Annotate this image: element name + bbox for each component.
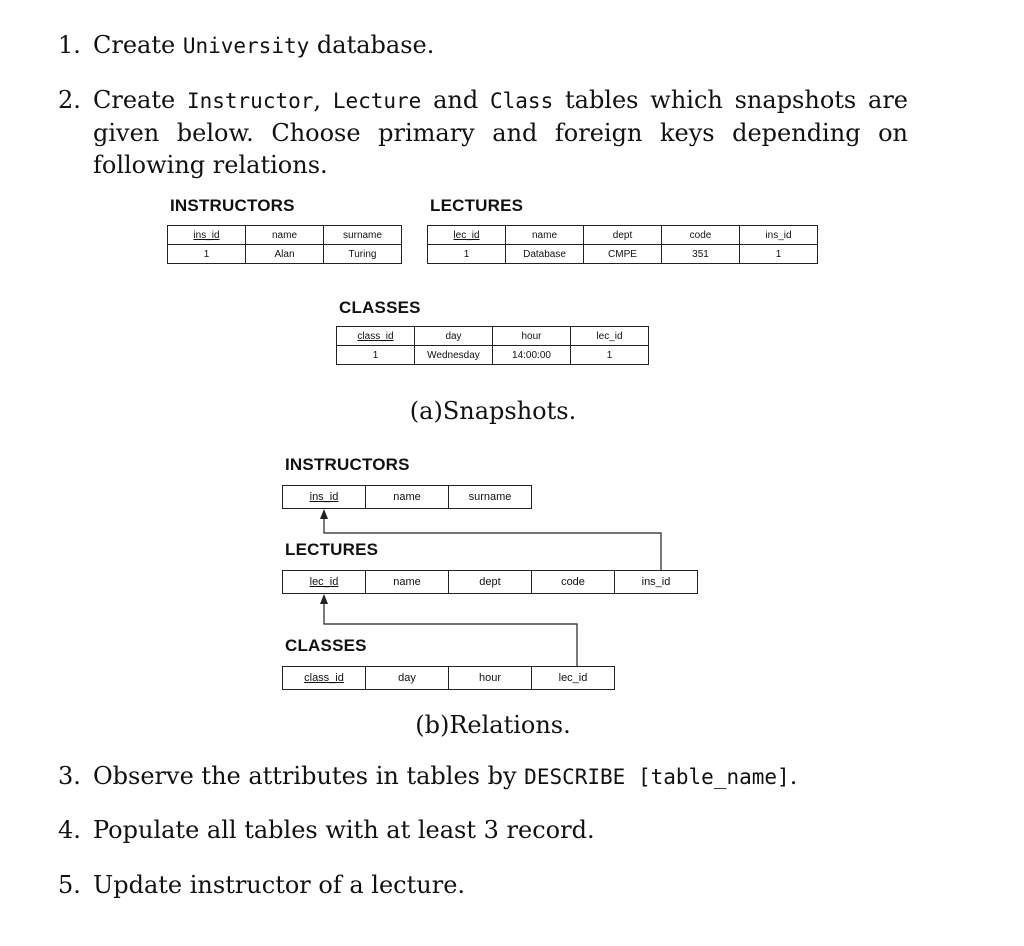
item-number: 2. xyxy=(58,86,81,114)
item-text: Populate all tables with at least 3 record. xyxy=(93,816,595,844)
item-number: 3. xyxy=(58,762,81,790)
table-header-cell: ins_id xyxy=(168,226,246,245)
rel-lectures-title: LECTURES xyxy=(285,540,379,559)
item-number: 1. xyxy=(58,31,81,59)
code-class: Class xyxy=(490,89,554,113)
rel-instructors-title: INSTRUCTORS xyxy=(285,455,410,474)
table-cell: 1 xyxy=(571,346,649,365)
table-cell: Wednesday xyxy=(415,346,493,365)
item-text: Update instructor of a lecture. xyxy=(93,871,466,899)
table-cell: 351 xyxy=(662,245,740,264)
snapshots-caption: (a)Snapshots. xyxy=(409,397,577,425)
rel-classes-title: CLASSES xyxy=(285,636,367,655)
table-cell: 14:00:00 xyxy=(493,346,571,365)
item-text: Create University database. xyxy=(93,31,435,59)
table-cell: 1 xyxy=(740,245,818,264)
table-cell: 1 xyxy=(337,346,415,365)
snap-instructors-title: INSTRUCTORS xyxy=(170,196,295,215)
table-header-cell: lec_id xyxy=(571,327,649,346)
table-header-cell: day xyxy=(415,327,493,346)
table-header-cell: name xyxy=(506,226,584,245)
fk-lec-id-connector xyxy=(324,598,577,666)
fk-lec-id-arrow xyxy=(320,594,328,604)
table-cell: 1 xyxy=(428,245,506,264)
table-header-cell: lec_id xyxy=(428,226,506,245)
table-header-cell: name xyxy=(246,226,324,245)
table-header-cell: ins_id xyxy=(283,486,366,509)
table-header-cell: name xyxy=(366,571,449,594)
table-cell: 1 xyxy=(168,245,246,264)
fk-ins-id-arrow xyxy=(320,509,328,519)
table-header-cell: surname xyxy=(324,226,402,245)
table-header-cell: dept xyxy=(584,226,662,245)
code-university: University xyxy=(182,34,310,58)
table-header-cell: lec_id xyxy=(532,667,615,690)
table-header-cell: dept xyxy=(449,571,532,594)
relations-caption: (b)Relations. xyxy=(415,711,571,739)
code-instructor: Instructor xyxy=(186,89,314,113)
table-header-cell: class_id xyxy=(283,667,366,690)
list-item-5 xyxy=(58,869,908,901)
table-header-cell: hour xyxy=(449,667,532,690)
table-cell: Database xyxy=(506,245,584,264)
code-lecture: Lecture xyxy=(332,89,422,113)
snap-classes-title: CLASSES xyxy=(339,298,421,317)
table-header-cell: day xyxy=(366,667,449,690)
list-item-4 xyxy=(58,814,908,846)
code-describe: DESCRIBE [table_name] xyxy=(524,765,790,789)
list-item-3 xyxy=(58,760,908,793)
table-header-cell: surname xyxy=(449,486,532,509)
table-header-cell: lec_id xyxy=(283,571,366,594)
table-header-cell: hour xyxy=(493,327,571,346)
item-text: Create Instructor, Lecture and Class tables which snapshots are given below. Choose primary and foreign keys depending on following relations. xyxy=(93,86,908,179)
snap-lectures-title: LECTURES xyxy=(430,196,524,215)
table-header-cell: code xyxy=(532,571,615,594)
table-header-cell: ins_id xyxy=(740,226,818,245)
table-header-cell: ins_id xyxy=(615,571,698,594)
item-number: 4. xyxy=(58,816,81,844)
table-header-cell: name xyxy=(366,486,449,509)
item-number: 5. xyxy=(58,871,81,899)
fk-ins-id-connector xyxy=(324,513,661,570)
item-text: Observe the attributes in tables by DESCRIBE [table_name]. xyxy=(93,762,798,790)
table-cell: CMPE xyxy=(584,245,662,264)
table-cell: Turing xyxy=(324,245,402,264)
table-header-cell: class_id xyxy=(337,327,415,346)
table-cell: Alan xyxy=(246,245,324,264)
table-header-cell: code xyxy=(662,226,740,245)
